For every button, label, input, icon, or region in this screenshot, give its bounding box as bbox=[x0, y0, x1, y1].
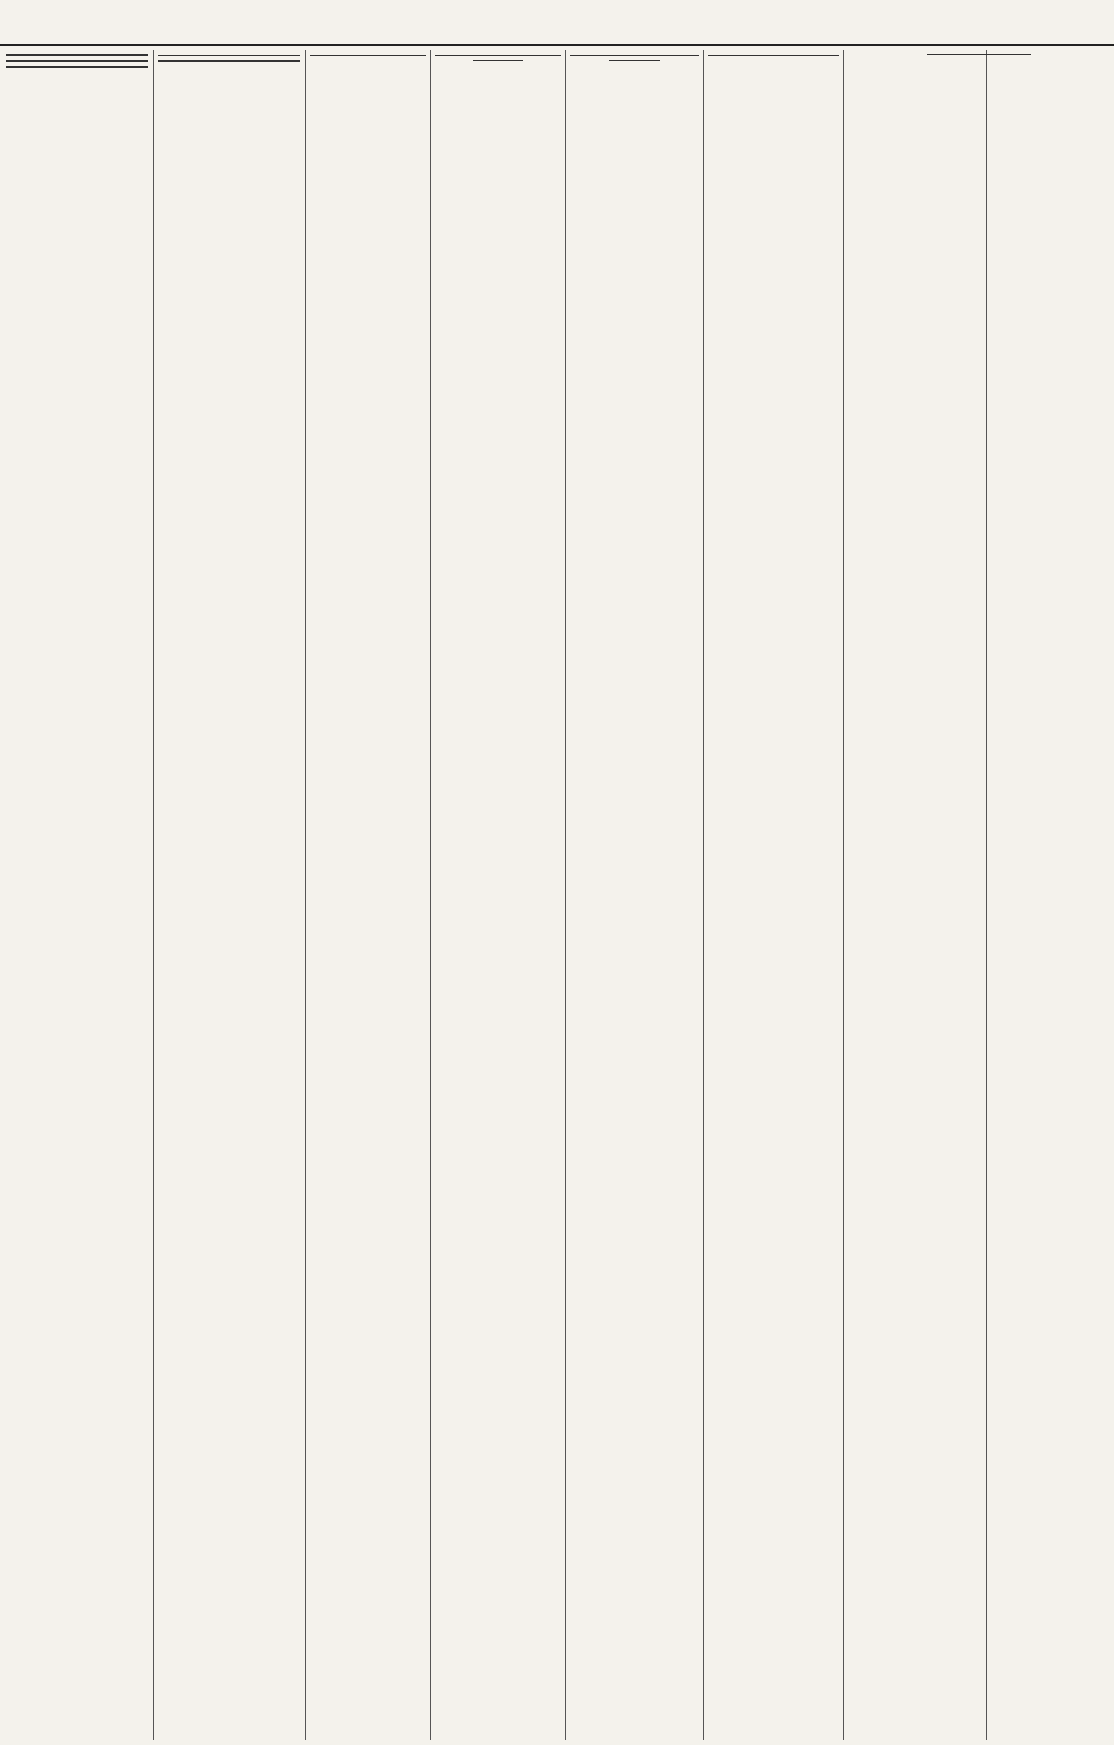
column-rule bbox=[565, 50, 566, 1740]
column-rule bbox=[153, 50, 154, 1740]
column-rule bbox=[305, 50, 306, 1740]
column-rule bbox=[703, 50, 704, 1740]
cable-source bbox=[708, 52, 839, 56]
column-rule bbox=[430, 50, 431, 1740]
column-6 bbox=[708, 50, 839, 1740]
column-5 bbox=[570, 50, 699, 1740]
cable-source bbox=[435, 52, 561, 56]
column-3 bbox=[310, 50, 426, 1740]
cable-source bbox=[570, 52, 699, 56]
divider bbox=[6, 60, 148, 62]
column-7 bbox=[848, 50, 1110, 1740]
divider bbox=[473, 60, 523, 61]
cable-source bbox=[158, 52, 300, 56]
divider bbox=[6, 66, 148, 68]
cable-source bbox=[310, 52, 426, 56]
divider bbox=[158, 60, 300, 62]
divider bbox=[6, 54, 148, 56]
masthead bbox=[0, 0, 1114, 46]
column-4 bbox=[435, 50, 561, 1740]
divider bbox=[609, 60, 661, 61]
column-rule bbox=[843, 50, 844, 1740]
column-1 bbox=[6, 50, 148, 1740]
divider bbox=[927, 54, 1032, 55]
column-2 bbox=[158, 50, 300, 1740]
